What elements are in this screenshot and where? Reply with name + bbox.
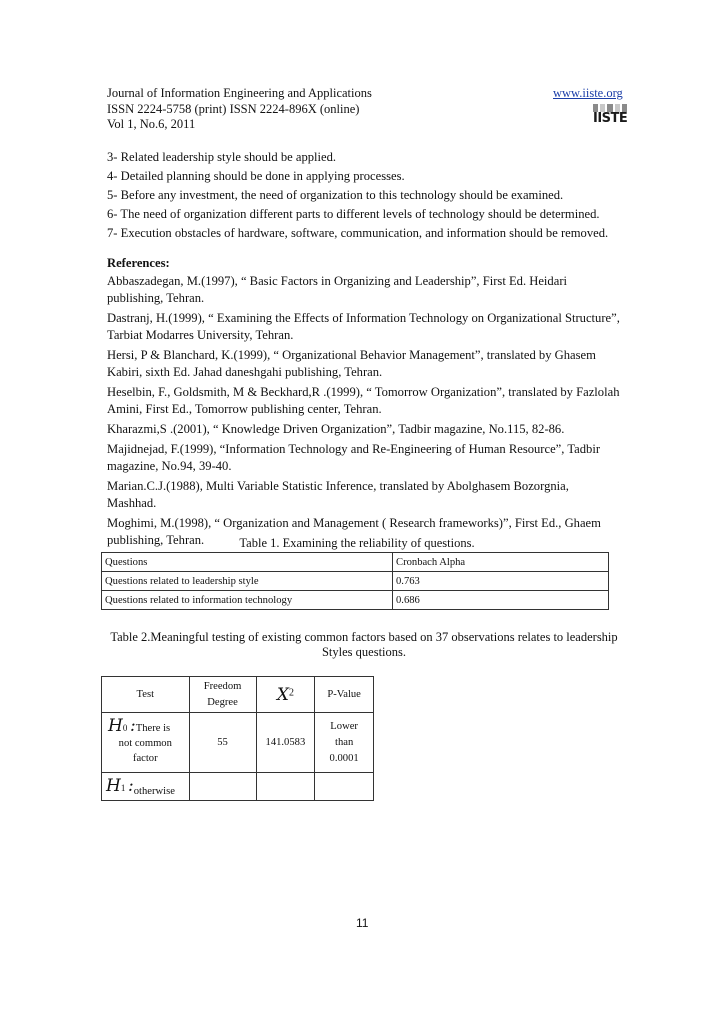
reference-item: Hersi, P & Blanchard, K.(1999), “ Organizational Behavior Management”, translated by Ghasem Kabiri, sixth Ed. Jahad daneshgahi publishing, Tehran. <box>107 348 596 379</box>
chi-symbol: X <box>276 684 289 705</box>
table-header-cell: Test <box>102 677 190 713</box>
iiste-logo <box>593 104 627 126</box>
factor-test-table <box>101 676 374 801</box>
table-row <box>102 572 609 591</box>
table-header-cell: Questions <box>102 553 393 572</box>
h0-text-line: not common <box>118 738 172 749</box>
table-cell: Questions related to information technology <box>102 591 393 610</box>
reference-item: Marian.C.J.(1988), Multi Variable Statistic Inference, translated by Abolghasem Bozorgnia, Mashhad. <box>107 479 569 510</box>
table-row <box>102 591 609 610</box>
table-cell <box>256 773 315 801</box>
h1-subscript: 1 <box>120 782 126 793</box>
h0-text: There is <box>135 723 171 734</box>
table1-caption: Table 1. Examining the reliability of questions. <box>239 536 475 550</box>
table-cell <box>189 773 256 801</box>
reference-item: Moghimi, M.(1998), “ Organization and Management ( Research frameworks)”, First Ed., Ghaem publishing, Tehran. <box>107 516 601 547</box>
reference-item: Majidnejad, F.(1999), “Information Technology and Re-Engineering of Human Resource”, Tadbir magazine, No.94, 39-40. <box>107 442 601 473</box>
journal-url-link[interactable]: www.iiste.org <box>553 86 623 100</box>
pvalue-line: than <box>335 736 354 748</box>
pvalue-cell <box>315 713 374 773</box>
page-number: 11 <box>356 916 369 930</box>
list-item: 7- Execution obstacles of hardware, software, communication, and information should be removed. <box>107 226 609 240</box>
table-row <box>102 773 374 801</box>
degree-label: Degree <box>207 696 238 708</box>
references-section <box>107 255 621 552</box>
chi-square-header <box>256 677 315 713</box>
h0-symbol: H <box>108 716 123 736</box>
list-item: 6- The need of organization different parts to different levels of technology should be determined. <box>107 207 600 221</box>
h0-cell <box>102 713 190 773</box>
logo-text: IISTE <box>593 111 628 126</box>
table-cell: 0.763 <box>393 572 609 591</box>
h0-text-line: factor <box>132 753 158 764</box>
h0-colon: : <box>129 716 136 736</box>
reference-item: Dastranj, H.(1999), “ Examining the Effects of Information Technology on Organizational Structure”, Tarbiat Modarres University, Tehran. <box>107 311 620 342</box>
table2-caption-line: Table 2.Meaningful testing of existing common factors based on 37 observations relates to leadership <box>110 630 618 644</box>
reference-item: Heselbin, F., Goldsmith, M & Beckhard,R .(1999), “ Tomorrow Organization”, translated by Fazlolah Amini, First Ed., Tomorrow publishing center, Tehran. <box>107 385 620 416</box>
pvalue-line: Lower <box>330 720 358 732</box>
table-header-row <box>102 553 609 572</box>
reference-item: Kharazmi,S .(2001), “ Knowledge Driven Organization”, Tadbir magazine, No.115, 82-86. <box>107 422 565 436</box>
table-row <box>102 713 374 773</box>
h0-line <box>104 716 187 736</box>
reference-item: Abbaszadegan, M.(1997), “ Basic Factors in Organizing and Leadership”, First Ed. Heidari publishing, Tehran. <box>107 274 568 305</box>
reliability-table <box>101 552 609 610</box>
references-title: References: <box>107 256 170 270</box>
table-cell: 141.0583 <box>256 713 315 773</box>
list-item: 4- Detailed planning should be done in applying processes. <box>107 169 405 183</box>
running-header <box>107 86 372 133</box>
table-header-cell: Cronbach Alpha <box>393 553 609 572</box>
table-cell: Questions related to leadership style <box>102 572 393 591</box>
table-cell: 0.686 <box>393 591 609 610</box>
chi-power: 2 <box>288 686 294 698</box>
volume-line: Vol 1, No.6, 2011 <box>107 117 196 131</box>
h1-cell <box>102 773 190 801</box>
h1-colon: : <box>127 775 134 796</box>
issn-line: ISSN 2224-5758 (print) ISSN 2224-896X (online) <box>107 101 360 116</box>
table-header-cell <box>189 677 256 713</box>
table-cell <box>315 773 374 801</box>
list-item: 5- Before any investment, the need of organization to this technology should be examined. <box>107 188 564 202</box>
h1-symbol: H <box>106 775 121 796</box>
table-cell: 55 <box>189 713 256 773</box>
table2-caption <box>107 630 621 660</box>
h0-subscript: 0 <box>122 723 128 733</box>
freedom-label: Freedom <box>203 680 242 692</box>
h1-text: otherwise <box>133 786 175 798</box>
table-header-row <box>102 677 374 713</box>
table-header-cell: P-Value <box>315 677 374 713</box>
recommendation-list <box>107 148 627 243</box>
pvalue-line: 0.0001 <box>329 752 359 764</box>
table2-caption-line: Styles questions. <box>321 645 407 659</box>
journal-name: Journal of Information Engineering and Applications <box>107 86 372 100</box>
list-item: 3- Related leadership style should be applied. <box>107 150 337 164</box>
